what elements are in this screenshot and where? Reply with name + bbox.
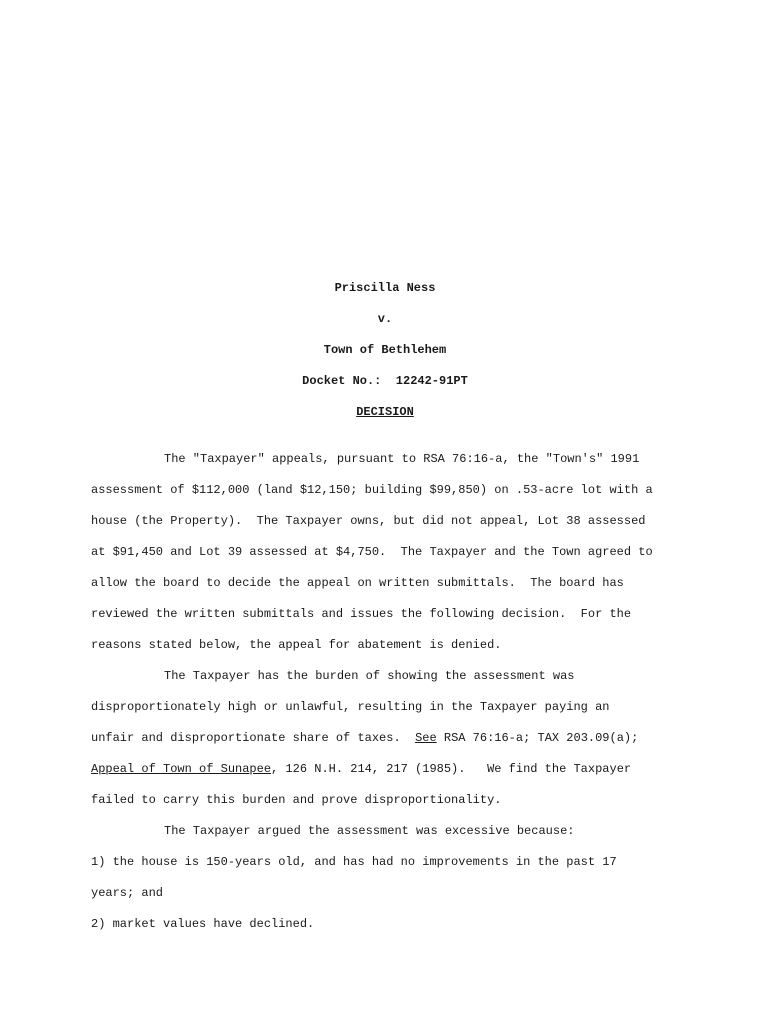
argument-item-1: 1) the house is 150-years old, and has had no improvements in the past 17: [91, 855, 617, 869]
paragraph-2-line-2: disproportionately high or unlawful, resulting in the Taxpayer paying an: [91, 700, 610, 714]
case-citation: Appeal of Town of Sunapee: [91, 762, 272, 776]
paragraph-1-line-1: The "Taxpayer" appeals, pursuant to RSA 76:16-a, the "Town's" 1991: [164, 452, 640, 466]
paragraph-1-line-5: allow the board to decide the appeal on written submittals. The board has: [91, 576, 624, 590]
paragraph-2-line-3: [91, 731, 638, 745]
paragraph-2-line-5: failed to carry this burden and prove disproportionality.: [91, 793, 502, 807]
line-4-text-end: , 126 N.H. 214, 217 (1985). We find the Taxpayer: [271, 762, 632, 776]
paragraph-1-line-3: house (the Property). The Taxpayer owns, but did not appeal, Lot 38 assessed: [91, 514, 646, 528]
paragraph-1-line-2: assessment of $112,000 (land $12,150; building $99,850) on .53-acre lot with a: [91, 483, 653, 497]
line-3-text-start: unfair and disproportionate share of taxes.: [91, 731, 416, 745]
see-citation-signal: See: [415, 731, 437, 745]
argument-item-1-continued: years; and: [91, 886, 164, 900]
respondent-name: Town of Bethlehem: [323, 343, 447, 357]
paragraph-1-line-4: at $91,450 and Lot 39 assessed at $4,750. The Taxpayer and the Town agreed to: [91, 545, 653, 559]
petitioner-name: Priscilla Ness: [334, 281, 436, 295]
argument-item-2: 2) market values have declined.: [91, 917, 315, 931]
paragraph-2-line-1: The Taxpayer has the burden of showing the assessment was: [164, 669, 575, 683]
line-3-text-end: RSA 76:16-a; TAX 203.09(a);: [436, 731, 639, 745]
versus-label: v.: [377, 312, 393, 326]
docket-number: Docket No.: 12242-91PT: [302, 374, 468, 388]
paragraph-2-line-4: [91, 762, 631, 776]
paragraph-1-line-7: reasons stated below, the appeal for abatement is denied.: [91, 638, 502, 652]
paragraph-1-line-6: reviewed the written submittals and issues the following decision. For the: [91, 607, 632, 621]
paragraph-3-line-1: The Taxpayer argued the assessment was excessive because:: [164, 824, 575, 838]
decision-title: DECISION: [356, 405, 414, 419]
